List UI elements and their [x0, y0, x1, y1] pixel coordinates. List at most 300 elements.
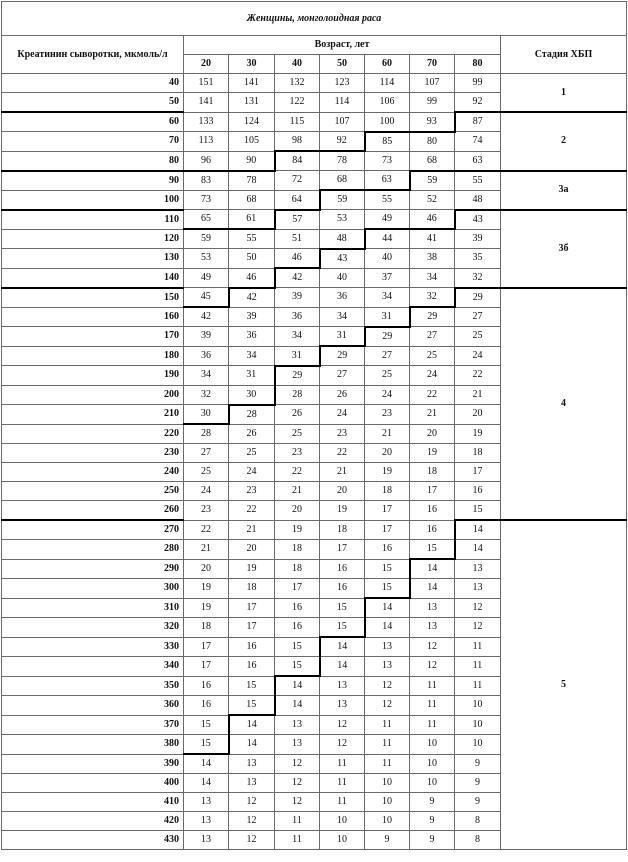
gfr-cell: 43	[455, 210, 501, 230]
gfr-cell: 23	[365, 405, 410, 425]
gfr-cell: 65	[184, 210, 229, 230]
gfr-cell: 36	[320, 288, 365, 308]
gfr-cell: 16	[275, 618, 320, 638]
creatinine-cell: 220	[2, 424, 184, 444]
creatinine-cell: 260	[2, 501, 184, 521]
gfr-cell: 114	[365, 74, 410, 93]
gfr-cell: 25	[365, 366, 410, 386]
gfr-cell: 11	[320, 774, 365, 793]
gfr-cell: 61	[229, 210, 275, 230]
gfr-cell: 25	[455, 327, 501, 347]
gfr-cell: 113	[184, 132, 229, 152]
gfr-cell: 10	[365, 774, 410, 793]
header-row-1	[2, 36, 627, 55]
gfr-cell: 12	[410, 657, 455, 677]
age-column-header: 40	[275, 55, 320, 74]
gfr-cell: 14	[365, 598, 410, 618]
gfr-cell: 63	[365, 171, 410, 191]
creatinine-cell: 100	[2, 190, 184, 210]
gfr-cell: 14	[455, 540, 501, 560]
gfr-cell: 15	[320, 598, 365, 618]
table-header	[2, 2, 627, 74]
stage-cell: 1	[501, 74, 627, 113]
gfr-cell: 13	[275, 735, 320, 755]
gfr-cell: 11	[455, 657, 501, 677]
gfr-cell: 10	[365, 793, 410, 812]
gfr-cell: 17	[184, 637, 229, 657]
gfr-cell: 10	[455, 735, 501, 755]
gfr-cell: 35	[455, 249, 501, 269]
creatinine-cell: 120	[2, 229, 184, 249]
creatinine-cell: 80	[2, 151, 184, 171]
gfr-cell: 36	[184, 346, 229, 366]
table-row	[2, 288, 627, 308]
gfr-cell: 114	[320, 93, 365, 113]
gfr-cell: 25	[410, 346, 455, 366]
creatinine-cell: 140	[2, 268, 184, 288]
gfr-cell: 9	[365, 831, 410, 850]
table-row	[2, 520, 627, 540]
gfr-cell: 107	[410, 74, 455, 93]
gfr-cell: 16	[184, 676, 229, 696]
gfr-cell: 46	[275, 249, 320, 269]
gfr-cell: 10	[365, 812, 410, 831]
gfr-cell: 17	[275, 579, 320, 599]
gfr-cell: 43	[320, 249, 365, 269]
gfr-cell: 18	[275, 540, 320, 560]
gfr-cell: 13	[184, 793, 229, 812]
gfr-cell: 20	[365, 444, 410, 463]
creatinine-cell: 180	[2, 346, 184, 366]
gfr-cell: 18	[275, 559, 320, 579]
creatinine-cell: 250	[2, 482, 184, 501]
gfr-cell: 18	[229, 579, 275, 599]
gfr-cell: 15	[184, 735, 229, 755]
gfr-cell: 10	[410, 735, 455, 755]
gfr-cell: 20	[320, 482, 365, 501]
gfr-cell: 36	[229, 327, 275, 347]
gfr-cell: 46	[410, 210, 455, 230]
gfr-cell: 40	[320, 268, 365, 288]
gfr-cell: 26	[275, 405, 320, 425]
gfr-cell: 21	[455, 385, 501, 405]
gfr-cell: 15	[229, 696, 275, 716]
gfr-cell: 29	[455, 288, 501, 308]
creatinine-cell: 160	[2, 307, 184, 327]
age-column-header: 20	[184, 55, 229, 74]
age-column-header: 80	[455, 55, 501, 74]
gfr-cell: 20	[410, 424, 455, 444]
age-header: Возраст, лет	[184, 36, 501, 55]
gfr-cell: 11	[275, 831, 320, 850]
creatinine-cell: 360	[2, 696, 184, 716]
gfr-cell: 22	[229, 501, 275, 521]
gfr-cell: 19	[410, 444, 455, 463]
gfr-cell: 18	[365, 482, 410, 501]
gfr-cell: 53	[320, 210, 365, 230]
creatinine-cell: 210	[2, 405, 184, 425]
creatinine-cell: 290	[2, 559, 184, 579]
creatinine-cell: 310	[2, 598, 184, 618]
title-row	[2, 2, 627, 36]
stage-cell: 3б	[501, 210, 627, 288]
gfr-cell: 16	[410, 501, 455, 521]
gfr-cell: 85	[365, 132, 410, 152]
gfr-cell: 36	[275, 307, 320, 327]
gfr-cell: 31	[365, 307, 410, 327]
gfr-cell: 20	[455, 405, 501, 425]
gfr-cell: 15	[320, 618, 365, 638]
gfr-cell: 32	[410, 288, 455, 308]
gfr-cell: 17	[365, 520, 410, 540]
creatinine-cell: 430	[2, 831, 184, 850]
gfr-cell: 8	[455, 812, 501, 831]
gfr-cell: 68	[229, 190, 275, 210]
gfr-cell: 9	[455, 754, 501, 774]
gfr-cell: 83	[184, 171, 229, 191]
gfr-cell: 23	[275, 444, 320, 463]
age-column-header: 70	[410, 55, 455, 74]
gfr-cell: 26	[229, 424, 275, 444]
gfr-cell: 29	[365, 327, 410, 347]
creatinine-cell: 380	[2, 735, 184, 755]
gfr-cell: 68	[320, 171, 365, 191]
gfr-cell: 10	[410, 774, 455, 793]
creatinine-cell: 150	[2, 288, 184, 308]
gfr-cell: 55	[365, 190, 410, 210]
gfr-cell: 74	[455, 132, 501, 152]
gfr-cell: 44	[365, 229, 410, 249]
gfr-cell: 10	[320, 831, 365, 850]
gfr-cell: 40	[365, 249, 410, 269]
gfr-cell: 9	[455, 774, 501, 793]
gfr-cell: 14	[275, 696, 320, 716]
gfr-cell: 78	[320, 151, 365, 171]
gfr-cell: 27	[365, 346, 410, 366]
gfr-cell: 14	[365, 618, 410, 638]
gfr-cell: 98	[275, 132, 320, 152]
gfr-cell: 50	[229, 249, 275, 269]
gfr-cell: 24	[184, 482, 229, 501]
gfr-cell: 12	[365, 676, 410, 696]
gfr-cell: 14	[410, 579, 455, 599]
gfr-cell: 122	[275, 93, 320, 113]
gfr-cell: 23	[320, 424, 365, 444]
gfr-cell: 55	[455, 171, 501, 191]
gfr-cell: 24	[410, 366, 455, 386]
gfr-cell: 21	[275, 482, 320, 501]
gfr-cell: 72	[275, 171, 320, 191]
table-row	[2, 112, 627, 132]
gfr-cell: 34	[275, 327, 320, 347]
gfr-cell: 105	[229, 132, 275, 152]
gfr-cell: 18	[455, 444, 501, 463]
gfr-cell: 13	[365, 657, 410, 677]
gfr-cell: 8	[455, 831, 501, 850]
gfr-cell: 45	[184, 288, 229, 308]
gfr-cell: 49	[365, 210, 410, 230]
gfr-cell: 78	[229, 171, 275, 191]
stage-cell: 2	[501, 112, 627, 171]
gfr-cell: 14	[320, 637, 365, 657]
gfr-cell: 59	[410, 171, 455, 191]
gfr-cell: 14	[410, 559, 455, 579]
gfr-cell: 39	[229, 307, 275, 327]
gfr-cell: 22	[275, 463, 320, 482]
gfr-cell: 73	[365, 151, 410, 171]
gfr-cell: 13	[184, 831, 229, 850]
gfr-cell: 14	[184, 774, 229, 793]
gfr-cell: 9	[410, 812, 455, 831]
gfr-cell: 31	[320, 327, 365, 347]
gfr-cell: 17	[229, 618, 275, 638]
gfr-cell: 14	[184, 754, 229, 774]
creatinine-cell: 340	[2, 657, 184, 677]
gfr-cell: 13	[320, 676, 365, 696]
age-column-header: 50	[320, 55, 365, 74]
gfr-cell: 63	[455, 151, 501, 171]
gfr-cell: 25	[184, 463, 229, 482]
gfr-cell: 14	[229, 715, 275, 735]
gfr-cell: 22	[320, 444, 365, 463]
gfr-cell: 32	[455, 268, 501, 288]
gfr-cell: 17	[229, 598, 275, 618]
gfr-cell: 141	[229, 74, 275, 93]
gfr-cell: 21	[184, 540, 229, 560]
gfr-table	[1, 1, 627, 850]
creatinine-cell: 110	[2, 210, 184, 230]
gfr-cell: 23	[229, 482, 275, 501]
stage-cell: 3а	[501, 171, 627, 210]
gfr-cell: 39	[184, 327, 229, 347]
gfr-cell: 19	[184, 598, 229, 618]
gfr-cell: 11	[320, 793, 365, 812]
creatinine-header: Креатинин сыворотки, мкмоль/л	[2, 36, 184, 74]
gfr-cell: 22	[410, 385, 455, 405]
gfr-cell: 16	[229, 657, 275, 677]
gfr-cell: 107	[320, 112, 365, 132]
gfr-cell: 53	[184, 249, 229, 269]
gfr-cell: 15	[275, 637, 320, 657]
creatinine-cell: 60	[2, 112, 184, 132]
gfr-cell: 93	[410, 112, 455, 132]
gfr-cell: 133	[184, 112, 229, 132]
gfr-cell: 21	[229, 520, 275, 540]
gfr-cell: 18	[320, 520, 365, 540]
gfr-cell: 25	[229, 444, 275, 463]
creatinine-cell: 50	[2, 93, 184, 113]
gfr-cell: 14	[275, 676, 320, 696]
gfr-cell: 19	[320, 501, 365, 521]
stage-header: Стадия ХБП	[501, 36, 627, 74]
gfr-cell: 115	[275, 112, 320, 132]
gfr-cell: 100	[365, 112, 410, 132]
gfr-cell: 10	[320, 812, 365, 831]
gfr-cell: 46	[229, 268, 275, 288]
table-row	[2, 171, 627, 191]
gfr-cell: 19	[229, 559, 275, 579]
gfr-cell: 151	[184, 74, 229, 93]
creatinine-cell: 300	[2, 579, 184, 599]
gfr-cell: 52	[410, 190, 455, 210]
gfr-cell: 14	[455, 520, 501, 540]
gfr-cell: 34	[365, 288, 410, 308]
gfr-cell: 64	[275, 190, 320, 210]
gfr-cell: 15	[455, 501, 501, 521]
gfr-cell: 12	[410, 637, 455, 657]
gfr-cell: 12	[320, 735, 365, 755]
gfr-cell: 42	[229, 288, 275, 308]
gfr-cell: 99	[410, 93, 455, 113]
gfr-cell: 19	[184, 579, 229, 599]
gfr-cell: 19	[365, 463, 410, 482]
gfr-cell: 16	[229, 637, 275, 657]
creatinine-cell: 320	[2, 618, 184, 638]
gfr-cell: 18	[410, 463, 455, 482]
gfr-cell: 48	[455, 190, 501, 210]
gfr-cell: 27	[455, 307, 501, 327]
table-title: Женщины, монголоидная раса	[2, 2, 627, 36]
gfr-cell: 22	[184, 520, 229, 540]
gfr-cell: 11	[320, 754, 365, 774]
age-column-header: 30	[229, 55, 275, 74]
gfr-cell: 25	[275, 424, 320, 444]
gfr-cell: 15	[275, 657, 320, 677]
creatinine-cell: 420	[2, 812, 184, 831]
gfr-cell: 29	[410, 307, 455, 327]
gfr-cell: 11	[410, 676, 455, 696]
creatinine-cell: 370	[2, 715, 184, 735]
gfr-cell: 12	[229, 812, 275, 831]
gfr-cell: 17	[184, 657, 229, 677]
gfr-cell: 16	[455, 482, 501, 501]
gfr-cell: 37	[365, 268, 410, 288]
gfr-cell: 19	[275, 520, 320, 540]
creatinine-cell: 200	[2, 385, 184, 405]
gfr-cell: 39	[275, 288, 320, 308]
gfr-cell: 15	[365, 559, 410, 579]
gfr-cell: 12	[320, 715, 365, 735]
creatinine-cell: 40	[2, 74, 184, 93]
stage-cell: 4	[501, 288, 627, 521]
gfr-cell: 59	[320, 190, 365, 210]
gfr-cell: 12	[455, 618, 501, 638]
gfr-cell: 27	[184, 444, 229, 463]
gfr-cell: 42	[275, 268, 320, 288]
gfr-cell: 21	[410, 405, 455, 425]
gfr-cell: 123	[320, 74, 365, 93]
gfr-cell: 15	[410, 540, 455, 560]
gfr-cell: 12	[275, 754, 320, 774]
gfr-cell: 48	[320, 229, 365, 249]
gfr-cell: 22	[455, 366, 501, 386]
gfr-cell: 132	[275, 74, 320, 93]
creatinine-cell: 410	[2, 793, 184, 812]
gfr-cell: 17	[410, 482, 455, 501]
gfr-cell: 19	[455, 424, 501, 444]
gfr-cell: 16	[320, 579, 365, 599]
gfr-cell: 16	[410, 520, 455, 540]
creatinine-cell: 280	[2, 540, 184, 560]
gfr-cell: 24	[229, 463, 275, 482]
gfr-cell: 12	[275, 793, 320, 812]
gfr-cell: 15	[184, 715, 229, 735]
gfr-cell: 87	[455, 112, 501, 132]
gfr-cell: 27	[410, 327, 455, 347]
creatinine-cell: 190	[2, 366, 184, 386]
gfr-cell: 9	[455, 793, 501, 812]
gfr-cell: 57	[275, 210, 320, 230]
gfr-cell: 11	[410, 715, 455, 735]
gfr-cell: 12	[229, 793, 275, 812]
gfr-cell: 11	[455, 676, 501, 696]
gfr-cell: 11	[365, 735, 410, 755]
gfr-cell: 12	[275, 774, 320, 793]
gfr-cell: 55	[229, 229, 275, 249]
creatinine-cell: 350	[2, 676, 184, 696]
gfr-cell: 9	[410, 831, 455, 850]
gfr-cell: 16	[320, 559, 365, 579]
gfr-cell: 34	[320, 307, 365, 327]
gfr-cell: 20	[275, 501, 320, 521]
creatinine-cell: 130	[2, 249, 184, 269]
gfr-cell: 21	[365, 424, 410, 444]
gfr-cell: 11	[365, 715, 410, 735]
gfr-cell: 14	[229, 735, 275, 755]
gfr-cell: 24	[320, 405, 365, 425]
gfr-cell: 41	[410, 229, 455, 249]
gfr-cell: 32	[184, 385, 229, 405]
gfr-cell: 28	[275, 385, 320, 405]
gfr-cell: 16	[275, 598, 320, 618]
gfr-cell: 12	[455, 598, 501, 618]
gfr-cell: 21	[320, 463, 365, 482]
gfr-cell: 9	[410, 793, 455, 812]
gfr-cell: 10	[455, 696, 501, 716]
creatinine-cell: 70	[2, 132, 184, 152]
gfr-cell: 34	[410, 268, 455, 288]
gfr-cell: 28	[184, 424, 229, 444]
gfr-cell: 13	[184, 812, 229, 831]
creatinine-cell: 400	[2, 774, 184, 793]
creatinine-cell: 90	[2, 171, 184, 191]
gfr-cell: 34	[184, 366, 229, 386]
gfr-cell: 92	[320, 132, 365, 152]
gfr-cell: 13	[229, 754, 275, 774]
gfr-cell: 73	[184, 190, 229, 210]
gfr-cell: 29	[275, 366, 320, 386]
gfr-cell: 49	[184, 268, 229, 288]
creatinine-cell: 170	[2, 327, 184, 347]
gfr-cell: 31	[229, 366, 275, 386]
gfr-cell: 34	[229, 346, 275, 366]
gfr-cell: 42	[184, 307, 229, 327]
gfr-cell: 99	[455, 74, 501, 93]
gfr-cell: 11	[410, 696, 455, 716]
gfr-cell: 39	[455, 229, 501, 249]
gfr-cell: 15	[365, 579, 410, 599]
gfr-cell: 16	[184, 696, 229, 716]
table-body	[2, 74, 627, 850]
gfr-cell: 17	[365, 501, 410, 521]
gfr-cell: 141	[184, 93, 229, 113]
gfr-cell: 68	[410, 151, 455, 171]
gfr-cell: 27	[320, 366, 365, 386]
gfr-cell: 28	[229, 405, 275, 425]
gfr-cell: 96	[184, 151, 229, 171]
creatinine-cell: 330	[2, 637, 184, 657]
creatinine-cell: 240	[2, 463, 184, 482]
